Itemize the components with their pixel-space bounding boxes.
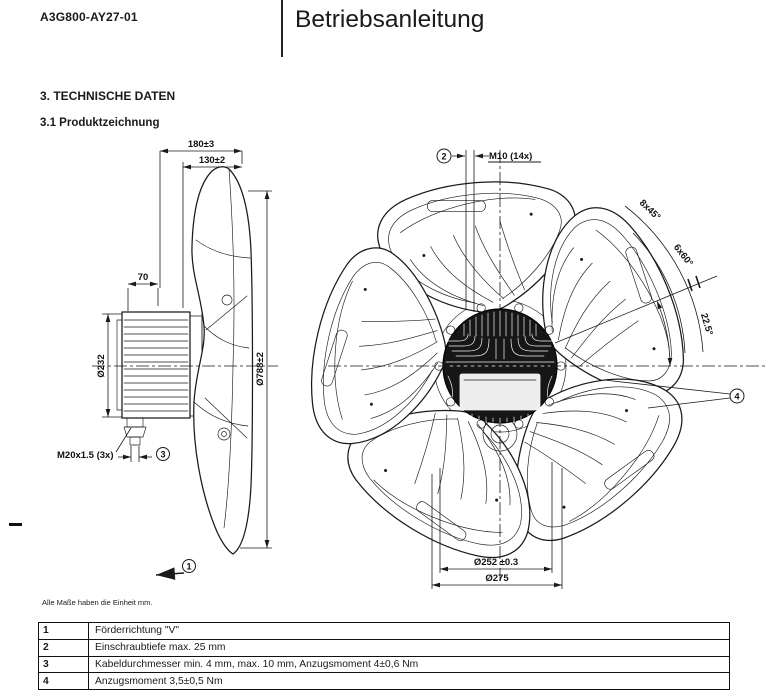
- dim-pattern-outer: 8x45°: [636, 197, 663, 223]
- dim-motor-diameter: Ø232: [96, 354, 107, 378]
- units-note: Alle Maße haben die Einheit mm.: [42, 598, 153, 607]
- product-code: A3G800-AY27-01: [40, 10, 138, 24]
- thread-label: M10 (14x): [489, 151, 533, 162]
- page-title: Betriebsanleitung: [295, 6, 485, 33]
- row-number: 3: [39, 657, 89, 673]
- row-description: Anzugsmoment 3,5±0,5 Nm: [95, 675, 223, 687]
- table-row: [39, 656, 729, 673]
- row-number: 2: [39, 640, 89, 656]
- dim-bolt-circle: Ø252 ±0.3: [473, 557, 519, 568]
- callout-terminal: 4: [734, 391, 740, 402]
- front-view: [299, 150, 774, 582]
- section-heading: 3. TECHNISCHE DATEN: [40, 89, 176, 103]
- row-description: Einschraubtiefe max. 25 mm: [95, 642, 226, 654]
- row-description: Kabeldurchmesser min. 4 mm, max. 10 mm, Anzugsmoment 4±0,6 Nm: [95, 658, 419, 670]
- legend-table: [38, 622, 730, 690]
- table-row: [39, 639, 729, 656]
- cable-gland: [124, 418, 146, 445]
- table-row: [39, 623, 729, 639]
- callout-cable: 3: [160, 449, 166, 460]
- airflow-direction-arrow: [156, 573, 184, 575]
- row-number: 4: [39, 673, 89, 689]
- dim-pattern-inner: 6x60°: [670, 242, 695, 269]
- section-subheading: 3.1 Produktzeichnung: [40, 117, 160, 129]
- cable-gland-label: M20x1.5 (3x): [57, 450, 114, 461]
- dim-fan-diameter: Ø788±2: [255, 352, 266, 386]
- dim-depth-impeller: 130±2: [198, 155, 226, 166]
- impeller-side-profile: [192, 167, 253, 554]
- callout-airflow: 1: [186, 561, 192, 572]
- dim-motor-length: 70: [137, 272, 149, 283]
- row-number: 1: [39, 623, 89, 639]
- dim-depth-total: 180±3: [187, 139, 215, 150]
- row-description: Förderrichtung "V": [95, 625, 179, 637]
- table-row: [39, 672, 729, 689]
- callout-mounting-hole: 2: [441, 151, 447, 162]
- dim-flange-circle: Ø275: [485, 573, 509, 584]
- side-view: [57, 139, 278, 575]
- dim-angle: 22.5°: [698, 312, 715, 337]
